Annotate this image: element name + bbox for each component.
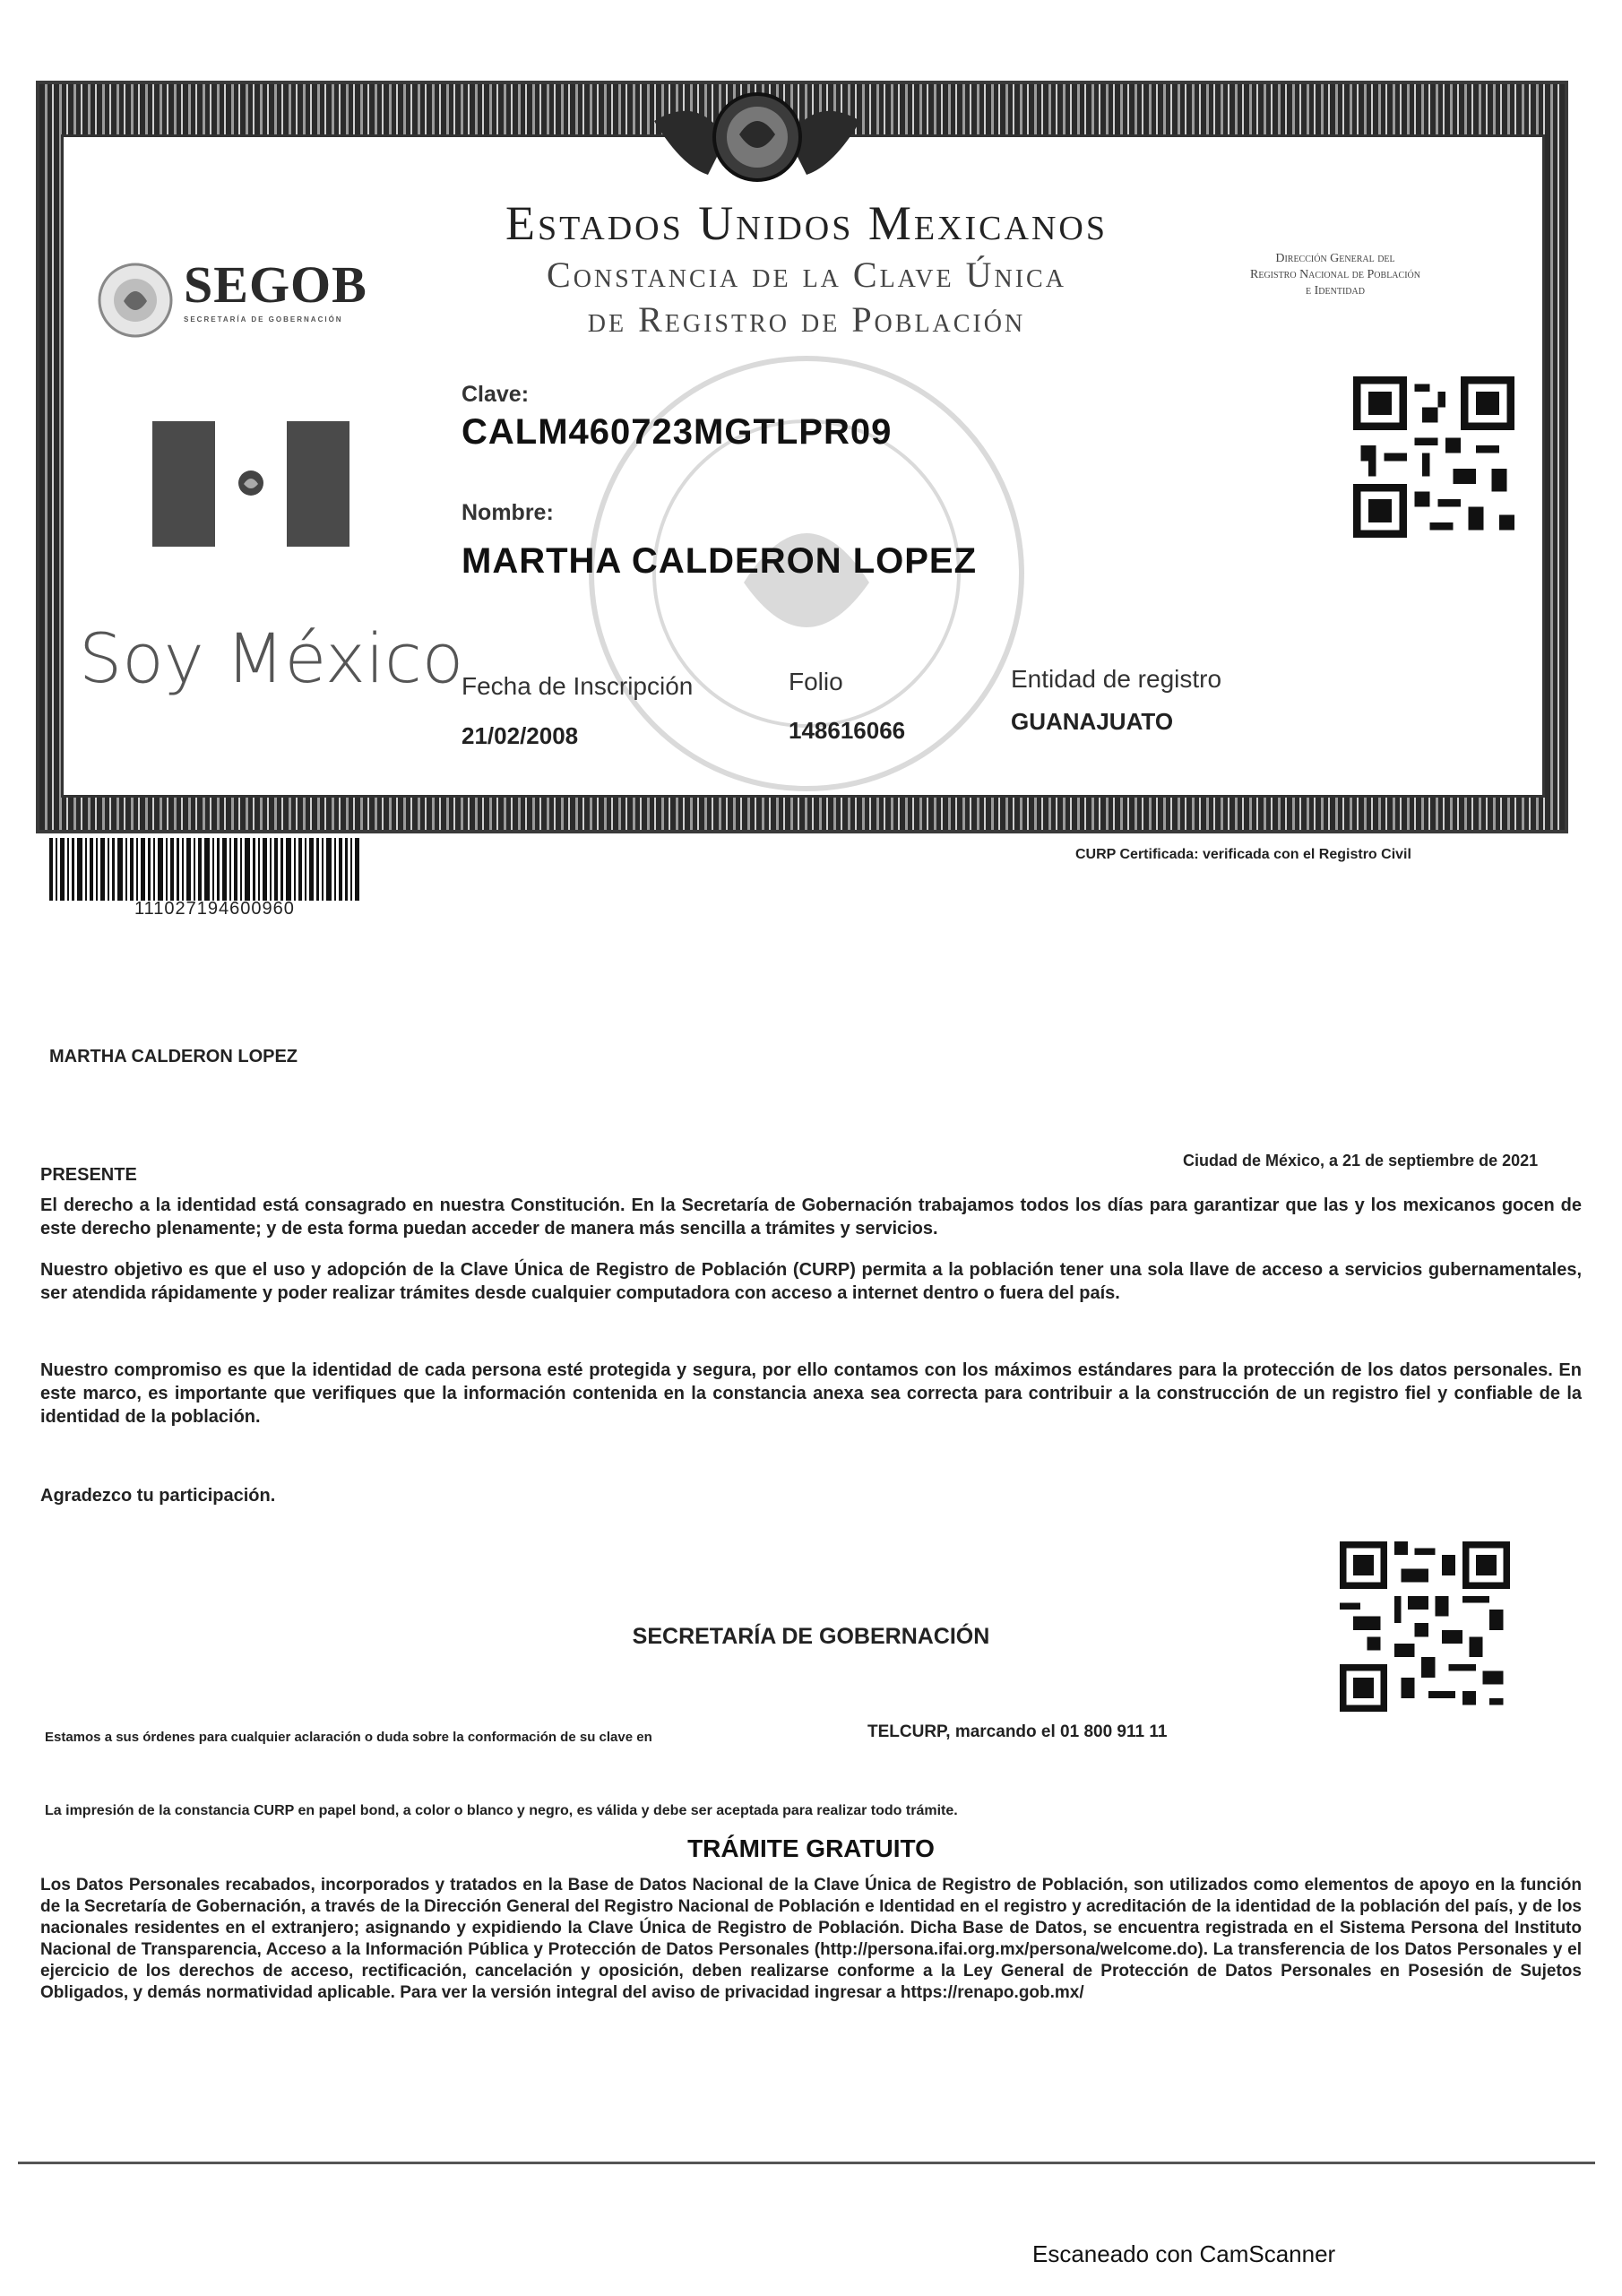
letter-paragraph-3: Nuestro compromiso es que la identidad de cada persona esté protegida y segura, por ello contamos con los máximos estándares para la protección de los datos personales. En este marco, es importante que verifiques que la información contenida en la constancia anexa sea correcta para contribuir a la construcción de un registro fiel y confiable de la identidad de la población. [40, 1360, 1582, 1427]
entidad-value: GUANAJUATO [1011, 708, 1174, 735]
agency-logo-subtitle: SECRETARÍA DE GOBERNACIÓN [184, 315, 343, 324]
subtitle-line-1: Constancia de la Clave Única [547, 255, 1066, 295]
certificate-title: Estados Unidos Mexicanos [505, 196, 1108, 250]
fecha-label: Fecha de Inscripción [462, 672, 694, 700]
entidad-label: Entidad de registro [1011, 665, 1222, 693]
scanner-watermark: Escaneado con CamScanner [1032, 2240, 1336, 2267]
signature-agency: SECRETARÍA DE GOBERNACIÓN [632, 1624, 990, 1649]
fecha-value: 21/02/2008 [462, 722, 579, 749]
direction-general-label [1165, 251, 1506, 299]
segob-emblem-icon [97, 262, 174, 339]
letter-paragraph-1: El derecho a la identidad está consagrado en nuestra Constitución. En la Secretaría de Gobernación trabajamos todos los días para garantizar que las y los mexicanos gocen de este derecho plenamente; y de esta forma puedan acceder de manera más sencilla a trámites y servicios. [40, 1195, 1582, 1239]
agency-logo-text: SEGOB [184, 255, 367, 314]
curp-certified-note: CURP Certificada: verificada con el Registro Civil [1075, 847, 1411, 862]
mexican-flag-icon [152, 421, 349, 547]
free-procedure-heading: TRÁMITE GRATUITO [687, 1834, 935, 1862]
qr-code-icon [1353, 376, 1514, 538]
letter-place-date: Ciudad de México, a 21 de septiembre de 2021 [1183, 1152, 1539, 1170]
clave-value: CALM460723MGTLPR09 [462, 412, 893, 452]
privacy-notice: Los Datos Personales recabados, incorporados y tratados en la Base de Datos Nacional de la Clave Única de Registro de Población, son utilizados como elementos de apoyo en la función de la Secretaría de Gobernación, a través de la Dirección General del Registro Nacional de Población e Identidad en el registro y acreditación de la identidad de la población del país, y de los nacionales residentes en el extranjero; asignando y expidiendo la Clave Única de Registro de Población. Dicha Base de Datos, se encuentra registrada en el Sistema Persona del Instituto Nacional de Transparencia, Acceso a la Información Pública y Protección de Datos Personales (http://persona.ifai.org.mx/persona/welcome.do). La transferencia de los Datos Personales y el ejercicio de los derechos de acceso, rectificación, cancelación y oposición, deben realizarse conforme a la Ley General de Protección de Datos Personales en Posesión de Sujetos Obligados, y demás normatividad aplicable. Para ver la versión integral del aviso de privacidad ingresar a https://renapo.gob.mx/ [40, 1876, 1582, 2002]
page-bottom-rule [18, 2162, 1595, 2164]
nombre-label: Nombre: [462, 500, 554, 525]
letter-recipient: MARTHA CALDERON LOPEZ [49, 1047, 298, 1066]
direction-line-1: Dirección General del [1275, 252, 1395, 265]
nombre-value: MARTHA CALDERON LOPEZ [462, 541, 978, 581]
certificate-subtitle [430, 253, 1183, 342]
barcode-number: 111027194600960 [134, 899, 295, 919]
folio-label: Folio [789, 668, 843, 695]
telcurp-phone: TELCURP, marcando el 01 800 911 11 [867, 1722, 1168, 1741]
folio-value: 148616066 [789, 717, 906, 744]
print-notice: La impresión de la constancia CURP en papel bond, a color o blanco y negro, es válida y debe ser aceptada para realizar todo trámite. [45, 1803, 958, 1818]
letter-closing: Agradezco tu participación. [40, 1486, 276, 1506]
clave-label: Clave: [462, 382, 530, 407]
letter-paragraph-2: Nuestro objetivo es que el uso y adopción de la Clave Única de Registro de Población (CURP) permita a la población tener una sola llave de acceso a servicios gubernamentales, ser atendida rápidamente y poder realizar trámites desde cualquier computadora con acceso a internet dentro o fuera del país. [40, 1260, 1582, 1303]
letter-greeting: PRESENTE [40, 1165, 137, 1185]
national-coat-of-arms-icon [645, 85, 869, 193]
direction-line-3: e Identidad [1306, 284, 1365, 298]
direction-line-2: Registro Nacional de Población [1250, 268, 1420, 281]
slogan: Soy México [79, 618, 464, 698]
contact-text: Estamos a sus órdenes para cualquier aclaración o duda sobre la conformación de su clave en [45, 1730, 652, 1745]
barcode-icon [49, 838, 363, 901]
subtitle-line-2: de Registro de Población [587, 299, 1026, 340]
